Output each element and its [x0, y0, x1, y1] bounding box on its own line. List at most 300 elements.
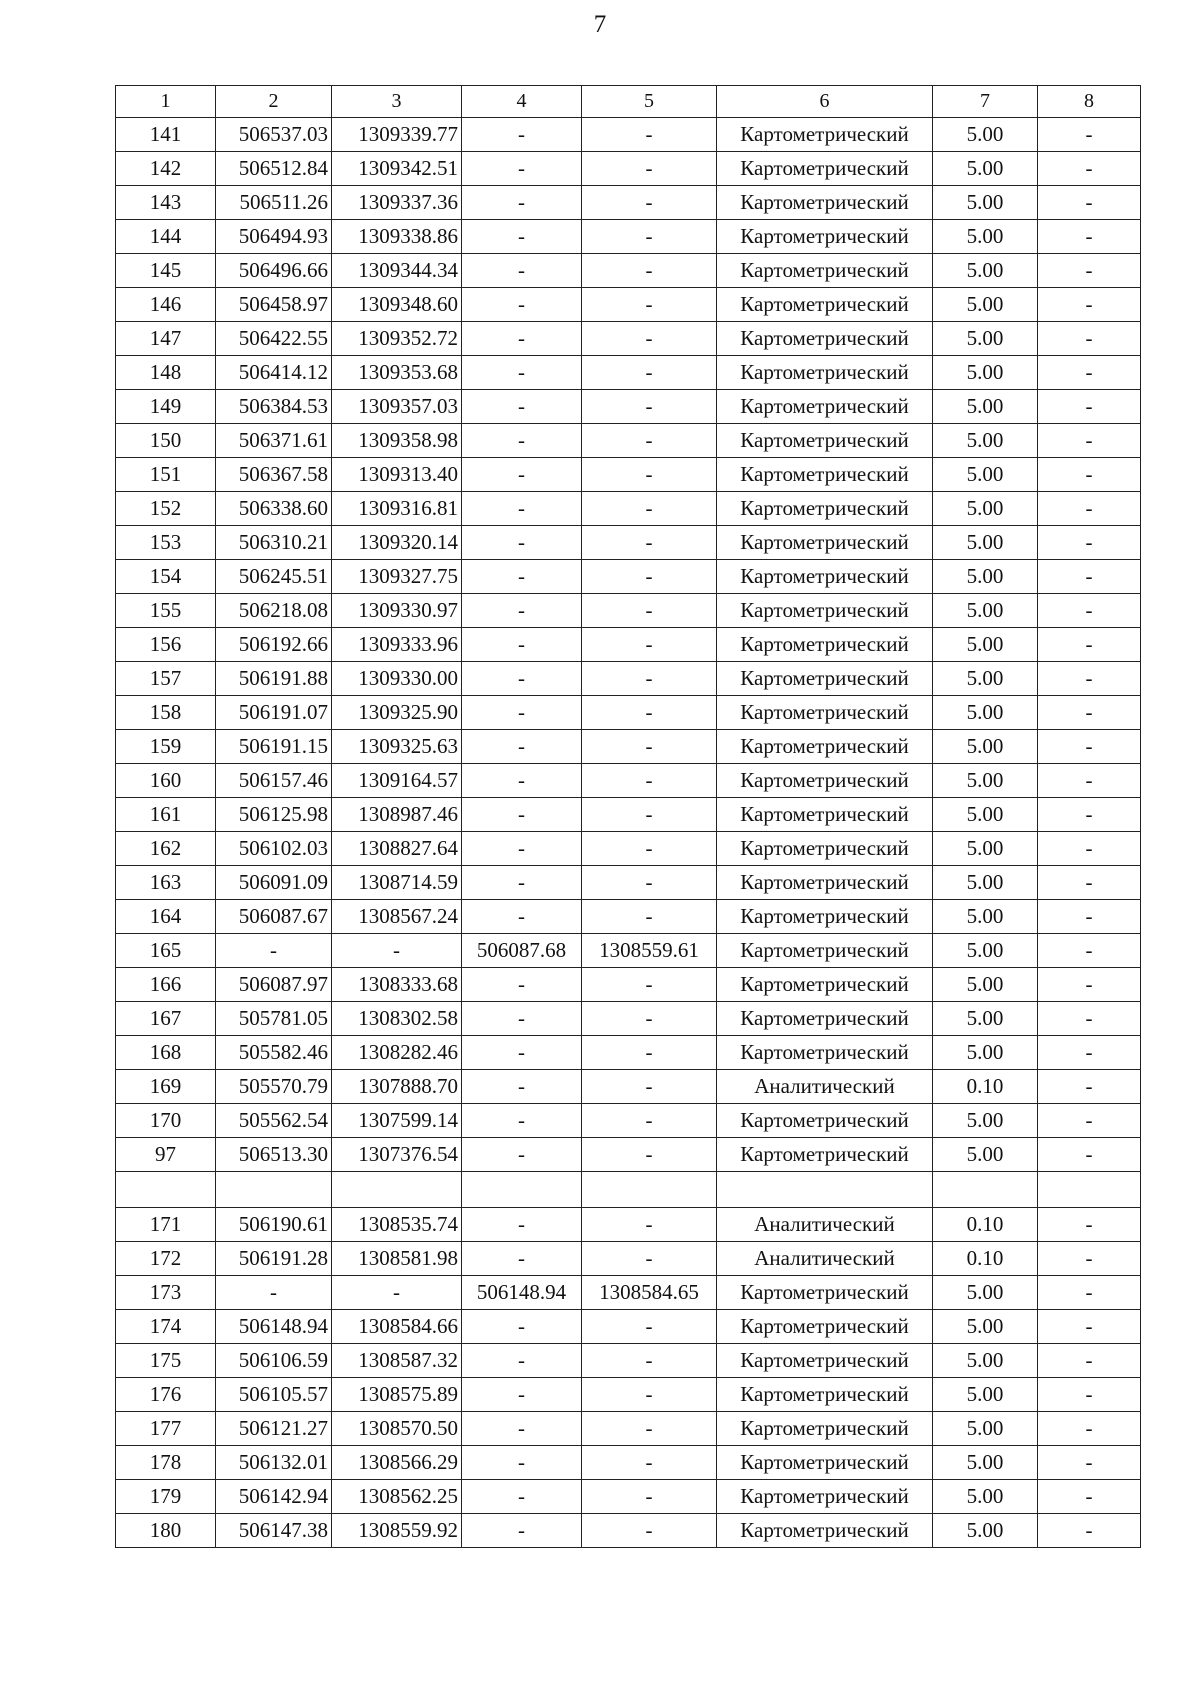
y-coordinate-cell: 1308566.29	[332, 1446, 462, 1480]
x-coordinate-alt-cell: -	[462, 220, 582, 254]
point-number-cell: 168	[116, 1036, 216, 1070]
table-row	[116, 900, 1141, 934]
y-coordinate-alt-cell: -	[582, 390, 717, 424]
y-coordinate-alt-cell: -	[582, 866, 717, 900]
x-coordinate-cell: 506218.08	[216, 594, 332, 628]
table-row	[116, 356, 1141, 390]
x-coordinate-cell: 506087.97	[216, 968, 332, 1002]
accuracy-cell: 0.10	[933, 1208, 1038, 1242]
accuracy-cell: 5.00	[933, 356, 1038, 390]
note-cell: -	[1038, 968, 1141, 1002]
note-cell: -	[1038, 696, 1141, 730]
x-coordinate-alt-cell: 506148.94	[462, 1276, 582, 1310]
column-header-8: 8	[1038, 86, 1141, 118]
accuracy-cell: 5.00	[933, 288, 1038, 322]
note-cell: -	[1038, 458, 1141, 492]
note-cell: -	[1038, 900, 1141, 934]
y-coordinate-alt-cell: -	[582, 1344, 717, 1378]
y-coordinate-cell: -	[332, 934, 462, 968]
y-coordinate-cell: 1308581.98	[332, 1242, 462, 1276]
note-cell: -	[1038, 1412, 1141, 1446]
accuracy-cell: 5.00	[933, 696, 1038, 730]
y-coordinate-cell: 1309344.34	[332, 254, 462, 288]
note-cell: -	[1038, 356, 1141, 390]
y-coordinate-alt-cell: -	[582, 288, 717, 322]
y-coordinate-alt-cell: 1308584.65	[582, 1276, 717, 1310]
x-coordinate-alt-cell: -	[462, 1242, 582, 1276]
table-row	[116, 832, 1141, 866]
method-cell: Картометрический	[717, 594, 933, 628]
method-cell: Картометрический	[717, 696, 933, 730]
note-cell: -	[1038, 764, 1141, 798]
method-cell: Картометрический	[717, 1514, 933, 1548]
accuracy-cell: 5.00	[933, 1276, 1038, 1310]
note-cell: -	[1038, 118, 1141, 152]
table-row	[116, 1378, 1141, 1412]
y-coordinate-alt-cell: -	[582, 594, 717, 628]
point-number-cell: 149	[116, 390, 216, 424]
note-cell: -	[1038, 288, 1141, 322]
table-row	[116, 798, 1141, 832]
table-row	[116, 1138, 1141, 1172]
x-coordinate-alt-cell: -	[462, 1310, 582, 1344]
column-header-6: 6	[717, 86, 933, 118]
point-number-cell: 171	[116, 1208, 216, 1242]
table-row	[116, 492, 1141, 526]
y-coordinate-alt-cell: -	[582, 1036, 717, 1070]
column-header-7: 7	[933, 86, 1038, 118]
x-coordinate-cell: 506537.03	[216, 118, 332, 152]
y-coordinate-alt-cell: -	[582, 1446, 717, 1480]
accuracy-cell: 5.00	[933, 254, 1038, 288]
method-cell: Картометрический	[717, 492, 933, 526]
method-cell: Картометрический	[717, 356, 933, 390]
table-row	[116, 696, 1141, 730]
y-coordinate-alt-cell: -	[582, 764, 717, 798]
y-coordinate-cell: 1309348.60	[332, 288, 462, 322]
method-cell: Картометрический	[717, 730, 933, 764]
method-cell: Картометрический	[717, 764, 933, 798]
accuracy-cell: 5.00	[933, 526, 1038, 560]
y-coordinate-cell: 1308567.24	[332, 900, 462, 934]
table-row	[116, 220, 1141, 254]
x-coordinate-cell: 506384.53	[216, 390, 332, 424]
y-coordinate-alt-cell: -	[582, 1070, 717, 1104]
accuracy-cell: 0.10	[933, 1070, 1038, 1104]
note-cell: -	[1038, 526, 1141, 560]
point-number-cell: 166	[116, 968, 216, 1002]
x-coordinate-cell: 506191.88	[216, 662, 332, 696]
x-coordinate-cell: 506422.55	[216, 322, 332, 356]
y-coordinate-cell: 1309337.36	[332, 186, 462, 220]
accuracy-cell: 5.00	[933, 118, 1038, 152]
x-coordinate-cell: 505582.46	[216, 1036, 332, 1070]
table-row	[116, 560, 1141, 594]
point-number-cell: 141	[116, 118, 216, 152]
point-number-cell: 164	[116, 900, 216, 934]
point-number-cell: 178	[116, 1446, 216, 1480]
accuracy-cell: 5.00	[933, 390, 1038, 424]
y-coordinate-cell: 1309330.00	[332, 662, 462, 696]
note-cell: -	[1038, 492, 1141, 526]
x-coordinate-cell: 506142.94	[216, 1480, 332, 1514]
x-coordinate-alt-cell: -	[462, 1002, 582, 1036]
method-cell: Картометрический	[717, 662, 933, 696]
method-cell: Картометрический	[717, 322, 933, 356]
x-coordinate-cell: 506512.84	[216, 152, 332, 186]
x-coordinate-cell: 506105.57	[216, 1378, 332, 1412]
table-row	[116, 1412, 1141, 1446]
accuracy-cell: 5.00	[933, 322, 1038, 356]
y-coordinate-alt-cell: -	[582, 628, 717, 662]
accuracy-cell: 5.00	[933, 492, 1038, 526]
x-coordinate-alt-cell: -	[462, 696, 582, 730]
x-coordinate-alt-cell: -	[462, 288, 582, 322]
method-cell: Картометрический	[717, 424, 933, 458]
x-coordinate-cell: 506148.94	[216, 1310, 332, 1344]
point-number-cell: 146	[116, 288, 216, 322]
table-row	[116, 866, 1141, 900]
column-header-5: 5	[582, 86, 717, 118]
y-coordinate-alt-cell: -	[582, 322, 717, 356]
y-coordinate-cell: 1309342.51	[332, 152, 462, 186]
table-row	[116, 390, 1141, 424]
table-row	[116, 1036, 1141, 1070]
method-cell: Картометрический	[717, 1378, 933, 1412]
x-coordinate-cell: 506106.59	[216, 1344, 332, 1378]
note-cell: -	[1038, 866, 1141, 900]
y-coordinate-alt-cell: -	[582, 492, 717, 526]
page-number: 7	[593, 11, 607, 38]
point-number-cell: 151	[116, 458, 216, 492]
y-coordinate-alt-cell: -	[582, 458, 717, 492]
x-coordinate-cell: 506190.61	[216, 1208, 332, 1242]
y-coordinate-cell: -	[332, 1276, 462, 1310]
accuracy-cell: 5.00	[933, 1002, 1038, 1036]
y-coordinate-cell: 1308827.64	[332, 832, 462, 866]
note-cell: -	[1038, 220, 1141, 254]
note-cell: -	[1038, 832, 1141, 866]
x-coordinate-cell: 506414.12	[216, 356, 332, 390]
table-row	[116, 1446, 1141, 1480]
x-coordinate-cell: 506091.09	[216, 866, 332, 900]
y-coordinate-alt-cell: -	[582, 356, 717, 390]
x-coordinate-cell: 506458.97	[216, 288, 332, 322]
point-number-cell: 173	[116, 1276, 216, 1310]
x-coordinate-cell: 506310.21	[216, 526, 332, 560]
x-coordinate-cell: 506367.58	[216, 458, 332, 492]
table-row	[116, 118, 1141, 152]
y-coordinate-cell: 1309330.97	[332, 594, 462, 628]
x-coordinate-cell: 506121.27	[216, 1412, 332, 1446]
x-coordinate-cell: 506157.46	[216, 764, 332, 798]
method-cell: Картометрический	[717, 1138, 933, 1172]
note-cell: -	[1038, 1480, 1141, 1514]
method-cell: Картометрический	[717, 1036, 933, 1070]
table-row	[116, 1514, 1141, 1548]
point-number-cell: 161	[116, 798, 216, 832]
accuracy-cell: 5.00	[933, 560, 1038, 594]
y-coordinate-cell: 1308282.46	[332, 1036, 462, 1070]
note-cell: -	[1038, 1310, 1141, 1344]
y-coordinate-cell: 1308575.89	[332, 1378, 462, 1412]
method-cell: Картометрический	[717, 118, 933, 152]
x-coordinate-alt-cell: -	[462, 968, 582, 1002]
method-cell: Картометрический	[717, 628, 933, 662]
x-coordinate-alt-cell: -	[462, 764, 582, 798]
table-row	[116, 628, 1141, 662]
method-cell: Картометрический	[717, 186, 933, 220]
point-number-cell: 158	[116, 696, 216, 730]
y-coordinate-alt-cell: -	[582, 1480, 717, 1514]
table-row	[116, 1104, 1141, 1138]
note-cell: -	[1038, 934, 1141, 968]
accuracy-cell: 5.00	[933, 1514, 1038, 1548]
accuracy-cell: 5.00	[933, 1310, 1038, 1344]
y-coordinate-alt-cell: -	[582, 798, 717, 832]
y-coordinate-cell: 1308584.66	[332, 1310, 462, 1344]
x-coordinate-alt-cell: -	[462, 526, 582, 560]
x-coordinate-alt-cell: -	[462, 798, 582, 832]
note-cell	[1038, 1172, 1141, 1208]
accuracy-cell: 5.00	[933, 1344, 1038, 1378]
x-coordinate-alt-cell: -	[462, 1412, 582, 1446]
y-coordinate-cell: 1309325.90	[332, 696, 462, 730]
y-coordinate-cell: 1308587.32	[332, 1344, 462, 1378]
y-coordinate-alt-cell: -	[582, 424, 717, 458]
note-cell: -	[1038, 186, 1141, 220]
method-cell: Картометрический	[717, 1276, 933, 1310]
y-coordinate-cell: 1309164.57	[332, 764, 462, 798]
point-number-cell: 175	[116, 1344, 216, 1378]
y-coordinate-alt-cell: -	[582, 1412, 717, 1446]
note-cell: -	[1038, 322, 1141, 356]
note-cell: -	[1038, 1002, 1141, 1036]
x-coordinate-cell: 505570.79	[216, 1070, 332, 1104]
accuracy-cell: 5.00	[933, 1446, 1038, 1480]
y-coordinate-cell: 1309325.63	[332, 730, 462, 764]
y-coordinate-alt-cell: -	[582, 1242, 717, 1276]
note-cell: -	[1038, 730, 1141, 764]
x-coordinate-cell: 506147.38	[216, 1514, 332, 1548]
table-body	[116, 86, 1141, 1548]
method-cell: Картометрический	[717, 798, 933, 832]
column-header-4: 4	[462, 86, 582, 118]
point-number-cell: 162	[116, 832, 216, 866]
y-coordinate-cell: 1308535.74	[332, 1208, 462, 1242]
note-cell: -	[1038, 1104, 1141, 1138]
x-coordinate-alt-cell: 506087.68	[462, 934, 582, 968]
x-coordinate-alt-cell	[462, 1172, 582, 1208]
y-coordinate-cell: 1309352.72	[332, 322, 462, 356]
y-coordinate-alt-cell: -	[582, 186, 717, 220]
x-coordinate-alt-cell: -	[462, 424, 582, 458]
x-coordinate-alt-cell: -	[462, 458, 582, 492]
y-coordinate-cell: 1308562.25	[332, 1480, 462, 1514]
note-cell: -	[1038, 1208, 1141, 1242]
table-row	[116, 1002, 1141, 1036]
method-cell: Аналитический	[717, 1242, 933, 1276]
point-number-cell	[116, 1172, 216, 1208]
point-number-cell: 157	[116, 662, 216, 696]
x-coordinate-alt-cell: -	[462, 152, 582, 186]
note-cell: -	[1038, 1242, 1141, 1276]
table-row	[116, 662, 1141, 696]
x-coordinate-alt-cell: -	[462, 1208, 582, 1242]
method-cell: Картометрический	[717, 1344, 933, 1378]
x-coordinate-alt-cell: -	[462, 186, 582, 220]
y-coordinate-cell: 1309333.96	[332, 628, 462, 662]
y-coordinate-cell: 1308302.58	[332, 1002, 462, 1036]
y-coordinate-alt-cell: -	[582, 118, 717, 152]
point-number-cell: 159	[116, 730, 216, 764]
accuracy-cell: 5.00	[933, 1480, 1038, 1514]
x-coordinate-cell: 506338.60	[216, 492, 332, 526]
table-row	[116, 458, 1141, 492]
accuracy-cell: 5.00	[933, 900, 1038, 934]
x-coordinate-alt-cell: -	[462, 594, 582, 628]
table-row	[116, 152, 1141, 186]
x-coordinate-cell: 506494.93	[216, 220, 332, 254]
note-cell: -	[1038, 1138, 1141, 1172]
x-coordinate-cell: 506125.98	[216, 798, 332, 832]
method-cell: Картометрический	[717, 1310, 933, 1344]
x-coordinate-alt-cell: -	[462, 866, 582, 900]
table-row	[116, 1344, 1141, 1378]
x-coordinate-alt-cell: -	[462, 1104, 582, 1138]
accuracy-cell: 5.00	[933, 662, 1038, 696]
y-coordinate-cell: 1308714.59	[332, 866, 462, 900]
x-coordinate-alt-cell: -	[462, 1138, 582, 1172]
y-coordinate-alt-cell: -	[582, 254, 717, 288]
x-coordinate-alt-cell: -	[462, 118, 582, 152]
note-cell: -	[1038, 1446, 1141, 1480]
x-coordinate-cell: 506371.61	[216, 424, 332, 458]
column-header-2: 2	[216, 86, 332, 118]
x-coordinate-alt-cell: -	[462, 1378, 582, 1412]
x-coordinate-alt-cell: -	[462, 662, 582, 696]
y-coordinate-cell: 1309327.75	[332, 560, 462, 594]
y-coordinate-cell: 1308570.50	[332, 1412, 462, 1446]
method-cell: Картометрический	[717, 934, 933, 968]
method-cell: Картометрический	[717, 560, 933, 594]
y-coordinate-alt-cell: -	[582, 1208, 717, 1242]
point-number-cell: 97	[116, 1138, 216, 1172]
accuracy-cell: 5.00	[933, 186, 1038, 220]
x-coordinate-alt-cell: -	[462, 900, 582, 934]
coordinates-table	[115, 85, 1141, 1548]
point-number-cell: 142	[116, 152, 216, 186]
note-cell: -	[1038, 662, 1141, 696]
method-cell: Картометрический	[717, 832, 933, 866]
method-cell: Аналитический	[717, 1070, 933, 1104]
y-coordinate-alt-cell: -	[582, 220, 717, 254]
note-cell: -	[1038, 594, 1141, 628]
table-row	[116, 764, 1141, 798]
point-number-cell: 165	[116, 934, 216, 968]
note-cell: -	[1038, 424, 1141, 458]
table-row	[116, 1242, 1141, 1276]
y-coordinate-cell: 1308559.92	[332, 1514, 462, 1548]
table-row	[116, 1480, 1141, 1514]
table-row	[116, 1208, 1141, 1242]
accuracy-cell: 5.00	[933, 1378, 1038, 1412]
y-coordinate-cell	[332, 1172, 462, 1208]
y-coordinate-alt-cell: -	[582, 1378, 717, 1412]
y-coordinate-alt-cell: -	[582, 696, 717, 730]
table-row	[116, 934, 1141, 968]
accuracy-cell: 5.00	[933, 832, 1038, 866]
y-coordinate-alt-cell: -	[582, 662, 717, 696]
x-coordinate-cell	[216, 1172, 332, 1208]
y-coordinate-cell: 1309313.40	[332, 458, 462, 492]
point-number-cell: 156	[116, 628, 216, 662]
y-coordinate-cell: 1308987.46	[332, 798, 462, 832]
method-cell: Картометрический	[717, 1480, 933, 1514]
x-coordinate-cell: 506191.28	[216, 1242, 332, 1276]
y-coordinate-alt-cell: -	[582, 1138, 717, 1172]
x-coordinate-alt-cell: -	[462, 1446, 582, 1480]
method-cell: Аналитический	[717, 1208, 933, 1242]
y-coordinate-cell: 1309320.14	[332, 526, 462, 560]
method-cell: Картометрический	[717, 458, 933, 492]
y-coordinate-alt-cell: -	[582, 832, 717, 866]
x-coordinate-cell: -	[216, 934, 332, 968]
table-row-blank	[116, 1172, 1141, 1208]
point-number-cell: 170	[116, 1104, 216, 1138]
table-row	[116, 526, 1141, 560]
accuracy-cell: 5.00	[933, 594, 1038, 628]
note-cell: -	[1038, 254, 1141, 288]
point-number-cell: 174	[116, 1310, 216, 1344]
accuracy-cell: 5.00	[933, 798, 1038, 832]
table-header-row	[116, 86, 1141, 118]
point-number-cell: 152	[116, 492, 216, 526]
x-coordinate-alt-cell: -	[462, 628, 582, 662]
method-cell: Картометрический	[717, 254, 933, 288]
y-coordinate-cell: 1309316.81	[332, 492, 462, 526]
x-coordinate-cell: 506192.66	[216, 628, 332, 662]
y-coordinate-alt-cell: -	[582, 560, 717, 594]
note-cell: -	[1038, 560, 1141, 594]
point-number-cell: 143	[116, 186, 216, 220]
accuracy-cell: 5.00	[933, 628, 1038, 662]
method-cell: Картометрический	[717, 968, 933, 1002]
table-row	[116, 730, 1141, 764]
point-number-cell: 148	[116, 356, 216, 390]
x-coordinate-cell: 506245.51	[216, 560, 332, 594]
point-number-cell: 180	[116, 1514, 216, 1548]
y-coordinate-alt-cell: -	[582, 900, 717, 934]
accuracy-cell: 5.00	[933, 730, 1038, 764]
note-cell: -	[1038, 628, 1141, 662]
method-cell: Картометрический	[717, 1446, 933, 1480]
method-cell: Картометрический	[717, 288, 933, 322]
point-number-cell: 160	[116, 764, 216, 798]
x-coordinate-alt-cell: -	[462, 1480, 582, 1514]
method-cell: Картометрический	[717, 900, 933, 934]
table-row	[116, 968, 1141, 1002]
point-number-cell: 167	[116, 1002, 216, 1036]
note-cell: -	[1038, 1036, 1141, 1070]
point-number-cell: 177	[116, 1412, 216, 1446]
point-number-cell: 145	[116, 254, 216, 288]
accuracy-cell	[933, 1172, 1038, 1208]
note-cell: -	[1038, 798, 1141, 832]
accuracy-cell: 5.00	[933, 1138, 1038, 1172]
x-coordinate-alt-cell: -	[462, 730, 582, 764]
column-header-3: 3	[332, 86, 462, 118]
